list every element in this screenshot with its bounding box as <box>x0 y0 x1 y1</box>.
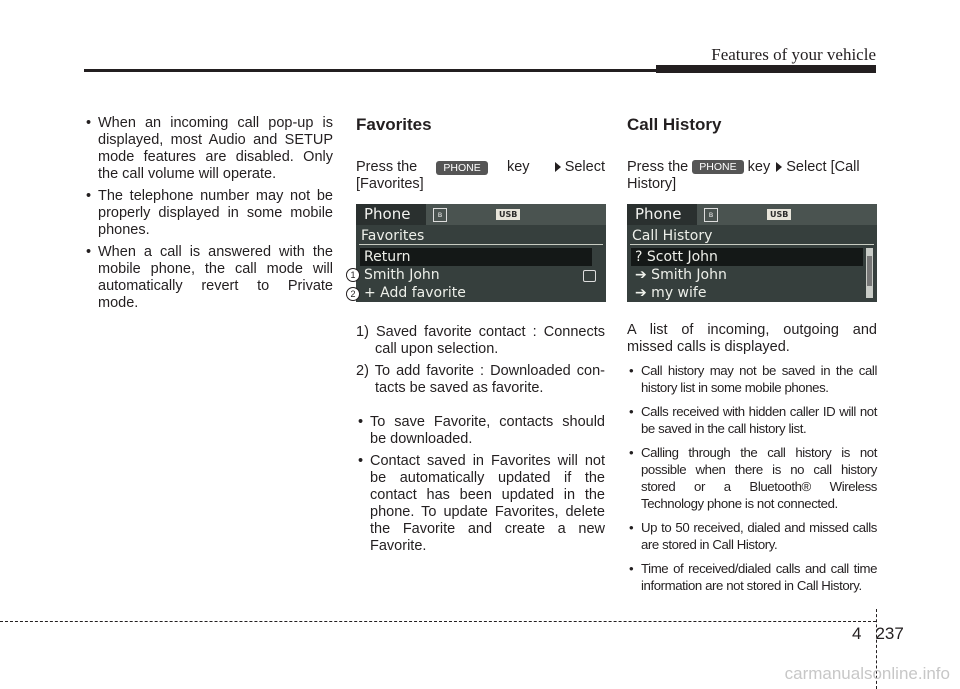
header-rule-accent <box>656 65 876 73</box>
list-item: • When a call is answered with the mobile phone, the call mode will automatically revert to Private mode. <box>84 244 333 312</box>
screen-tab-phone: Phone <box>627 204 697 225</box>
callout-2: 2 <box>346 287 360 301</box>
watermark: carmanualsonline.info <box>784 664 950 683</box>
arrow-right-icon <box>776 162 782 172</box>
screen-title: Call History <box>632 228 713 244</box>
page-number <box>852 624 904 644</box>
screen-row-return: Return <box>360 248 592 266</box>
call-history-heading: Call History <box>627 115 722 134</box>
phone-key-badge: PHONE <box>692 160 743 174</box>
press-prefix: Press the <box>627 159 689 175</box>
press-key-word: key <box>747 159 771 175</box>
column-favorites <box>356 115 605 560</box>
list-item: 1) Saved favorite contact : Connects call upon selection. <box>356 324 605 357</box>
list-item: • To save Favorite, contacts should be downloaded. <box>356 414 605 448</box>
list-item: • Calling through the call history is not possible when there is no call history stored or a Bluetooth® Wireless Technology phone is not connected. <box>627 444 877 512</box>
column-left <box>84 115 333 317</box>
press-key-word: key <box>506 159 530 175</box>
screen-row-add-favorite: + Add favorite <box>364 285 466 301</box>
bluetooth-icon: ʙ <box>433 208 447 222</box>
list-item: • Time of received/dialed calls and call time information are not stored in Call History. <box>627 560 877 594</box>
screen-tab-phone: Phone <box>356 204 426 225</box>
column-call-history <box>627 115 877 601</box>
list-item: • When an incoming call pop-up is displayed, most Audio and SETUP mode features are disabled. Only the call volume will operate. <box>84 115 333 183</box>
list-item: 2) To add favorite : Downloaded con- tacts be saved as favorite. <box>356 363 605 396</box>
screen-row-call: ➔ Smith John <box>635 267 727 283</box>
chapter-number: 4 <box>852 624 862 643</box>
list-item: • Contact saved in Favorites will not be automatically updated if the contact has been updated in the phone. To update Favorites, delete the Favorite and create a new Favorite. <box>356 453 605 555</box>
press-prefix: Press the <box>356 159 418 175</box>
list-item: • Up to 50 received, dialed and missed calls are stored in Call History. <box>627 519 877 553</box>
usb-badge: USB <box>767 209 791 220</box>
screen-scrollbar <box>866 248 873 298</box>
favorites-screen <box>356 204 606 302</box>
arrow-right-icon <box>555 162 561 172</box>
call-history-notes-list <box>627 362 877 594</box>
screen-title: Favorites <box>361 228 425 244</box>
call-history-description: A list of incoming, outgoing and missed calls is displayed. <box>627 322 877 355</box>
phone-key-badge: PHONE <box>436 161 487 175</box>
call-history-screen <box>627 204 877 302</box>
page-value: 237 <box>875 624 904 643</box>
favorites-instruction <box>356 159 605 193</box>
screen-divider <box>630 244 874 245</box>
bluetooth-icon: ʙ <box>704 208 718 222</box>
press-target: [Favorites] <box>356 176 424 192</box>
handset-icon <box>583 270 596 282</box>
favorites-heading: Favorites <box>356 115 432 134</box>
favorites-callout-list <box>356 324 605 397</box>
list-item: • Calls received with hidden caller ID will not be saved in the call history list. <box>627 403 877 437</box>
usb-badge: USB <box>496 209 520 220</box>
footer-rule <box>0 621 876 622</box>
list-item: • The telephone number may not be properly displayed in some mobile phones. <box>84 188 333 239</box>
screen-row-call: ➔ my wife <box>635 285 707 301</box>
screen-row-contact: Smith John <box>364 267 440 283</box>
call-history-instruction <box>627 159 877 193</box>
press-select-word: Select <box>564 159 605 175</box>
press-select-text: Select [Call History] <box>627 159 860 192</box>
callout-1: 1 <box>346 268 360 282</box>
list-item: • Call history may not be saved in the call history list in some mobile phones. <box>627 362 877 396</box>
screen-row-missed-call: ? Scott John <box>631 248 863 266</box>
screen-divider <box>359 244 603 245</box>
phone-notes-list <box>84 115 333 312</box>
favorites-notes-list <box>356 414 605 555</box>
header-title: Features of your vehicle <box>711 45 876 64</box>
